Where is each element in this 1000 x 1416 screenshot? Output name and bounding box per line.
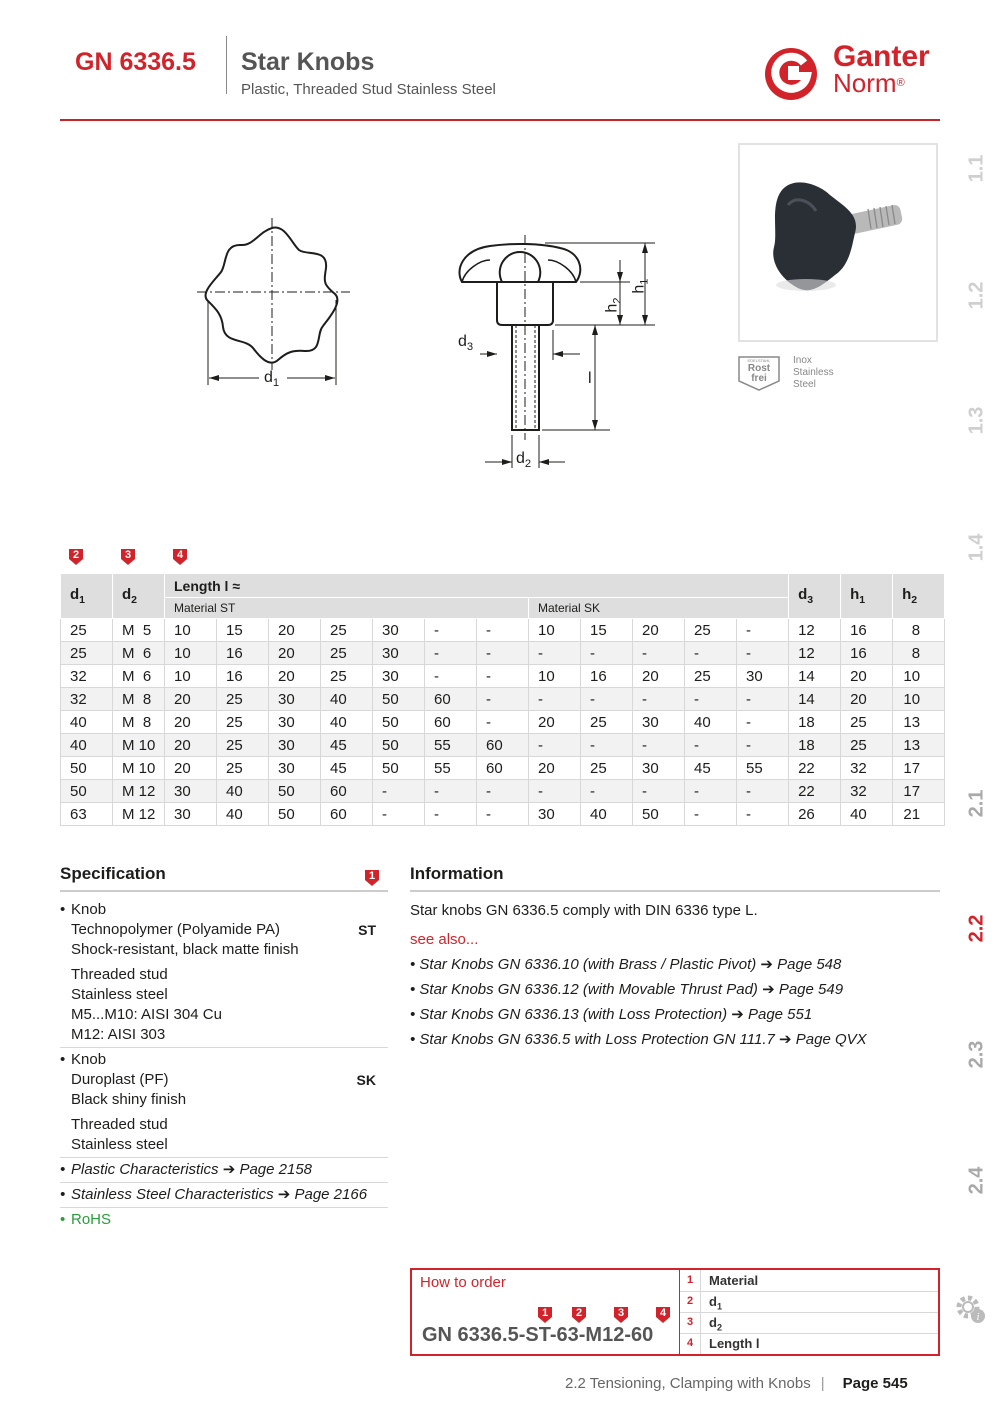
spec-item-st: • ST Knob Technopolymer (Polyamide PA) Shock-resistant, black matte finish Threaded stud Stainless steel M5...M10: AISI 304 Cu M12: AISI 303 [60,898,388,1048]
badge-line1: Rost [747,363,771,374]
table-cell: 40 [685,711,737,734]
dim-h1-label: $h_1$ [630,278,651,294]
table-cell: 25 [217,757,269,780]
badge-top-text: EDELSTAHL [747,358,771,363]
table-cell: 20 [269,642,321,665]
info-link-1[interactable]: • Star Knobs GN 6336.10 (with Brass / Plastic Pivot) ➔ Page 548 [410,956,842,973]
table-cell: 50 [61,757,113,780]
table-cell: 25 [321,642,373,665]
table-cell: 60 [321,803,373,826]
info-link-4[interactable]: • Star Knobs GN 6336.5 with Loss Protection GN 111.7 ➔ Page QVX [410,1031,867,1048]
table-cell: 40 [581,803,633,826]
page-number: Page 545 [842,1375,908,1392]
product-photo [738,143,938,342]
table-cell: - [425,665,477,688]
table-cell: - [477,619,529,642]
information-title: Information [410,864,504,883]
table-cell: 30 [633,711,685,734]
table-cell: - [633,780,685,803]
order-marker-3: 3 [613,1306,629,1324]
inox-note: Inox Stainless Steel [793,355,834,390]
table-cell: 60 [477,757,529,780]
order-legend-1: 1 Material [680,1270,938,1292]
table-cell: - [373,803,425,826]
table-cell: 60 [425,688,477,711]
table-cell: - [737,803,789,826]
table-row [61,711,945,734]
table-cell: 12 [789,642,841,665]
spec-code-sk: SK [356,1072,376,1088]
table-cell: 30 [269,757,321,780]
table-cell: 10 [529,619,581,642]
table-cell: 20 [165,688,217,711]
table-cell: - [373,780,425,803]
table-cell: 40 [321,688,373,711]
table-cell: 22 [789,757,841,780]
table-cell: M 12 [113,803,165,826]
table-row [61,642,945,665]
header-divider [226,36,227,94]
table-cell: - [477,642,529,665]
table-row [61,688,945,711]
table-cell: 10 [893,665,945,688]
table-cell: 20 [841,688,893,711]
spec-link-stainless[interactable]: • Stainless Steel Characteristics ➔ Page 2166 [60,1183,388,1208]
marker-1-badge: 1 [364,869,380,887]
table-cell: 25 [581,711,633,734]
table-cell: - [737,711,789,734]
order-title: How to order [420,1274,506,1291]
table-cell: 25 [321,619,373,642]
table-cell: 25 [841,734,893,757]
table-cell: 20 [269,665,321,688]
table-cell: - [425,803,477,826]
table-cell: 22 [789,780,841,803]
table-cell: 25 [217,688,269,711]
table-cell: 10 [529,665,581,688]
table-cell: M 12 [113,780,165,803]
table-cell: 30 [165,780,217,803]
side-tab-1-1[interactable]: 1.1 [965,154,988,182]
side-tab-1-3[interactable]: 1.3 [965,406,988,434]
product-code: GN 6336.5 [75,48,196,76]
table-cell: 45 [685,757,737,780]
registered-mark: ® [896,77,905,89]
table-cell: 10 [165,642,217,665]
table-row [61,734,945,757]
dim-d2-label: $d_2$ [516,450,532,471]
specification-title: Specification [60,864,166,883]
table-cell: 40 [61,711,113,734]
table-cell: 55 [737,757,789,780]
table-cell: - [633,688,685,711]
table-row [61,665,945,688]
table-cell: - [737,780,789,803]
ganter-logo-icon [762,45,820,103]
page-footer [565,1375,908,1392]
table-cell: 26 [789,803,841,826]
badge-line2: frei [751,373,767,384]
table-cell: 16 [217,665,269,688]
table-cell: - [737,734,789,757]
table-cell: - [737,688,789,711]
table-cell: 30 [269,688,321,711]
side-tab-2-4[interactable]: 2.4 [965,1166,988,1194]
specification-list [60,898,388,1232]
table-cell: 25 [581,757,633,780]
table-cell: 25 [61,619,113,642]
table-cell: - [425,642,477,665]
order-legend-3: 3 $d_2$ [680,1312,938,1334]
side-tab-1-4[interactable]: 1.4 [965,533,988,561]
table-body [61,619,945,826]
table-cell: 32 [61,688,113,711]
table-cell: - [529,734,581,757]
table-cell: 25 [685,665,737,688]
table-cell: - [685,803,737,826]
table-cell: M 6 [113,665,165,688]
table-cell: 17 [893,757,945,780]
header-material-st: Material ST [165,598,529,619]
table-cell: 32 [841,780,893,803]
footer-separator: | [820,1375,825,1392]
order-legend-4: 4 Length l [680,1333,938,1354]
order-marker-1: 1 [537,1306,553,1324]
order-marker-4: 4 [655,1306,671,1324]
table-cell: 12 [789,619,841,642]
table-cell: 18 [789,711,841,734]
table-cell: 50 [269,803,321,826]
table-cell: 30 [373,619,425,642]
table-cell: 25 [685,619,737,642]
table-cell: 40 [841,803,893,826]
table-cell: 17 [893,780,945,803]
table-cell: 55 [425,757,477,780]
logo-wordmark [833,40,930,98]
table-cell: 50 [269,780,321,803]
marker-4-badge: 4 [172,548,188,566]
table-cell: 16 [581,665,633,688]
table-cell: 20 [269,619,321,642]
table-cell: 13 [893,711,945,734]
table-cell: M 5 [113,619,165,642]
table-cell: 15 [217,619,269,642]
table-cell: - [633,734,685,757]
table-row [61,803,945,826]
table-cell: 25 [61,642,113,665]
table-cell: 40 [217,780,269,803]
table-cell: 16 [841,642,893,665]
table-cell: 40 [61,734,113,757]
table-cell: - [477,711,529,734]
star-knob-side-view-drawing [440,230,670,475]
header-d2: $d_2$ [113,574,165,619]
header-material-sk: Material SK [529,598,789,619]
table-cell: 25 [217,711,269,734]
table-cell: 55 [425,734,477,757]
header-d3: $d_3$ [789,574,841,619]
table-cell: - [529,780,581,803]
table-cell: 50 [633,803,685,826]
table-cell: 20 [165,711,217,734]
table-cell: 50 [373,688,425,711]
dim-d3-label: $d_3$ [458,333,474,354]
table-cell: 30 [529,803,581,826]
table-cell: - [685,642,737,665]
table-cell: 40 [217,803,269,826]
table-cell: 18 [789,734,841,757]
information-rule [410,890,940,892]
table-cell: 60 [321,780,373,803]
table-cell: 14 [789,665,841,688]
table-cell: 15 [581,619,633,642]
table-cell: 20 [165,757,217,780]
table-cell: - [581,780,633,803]
table-cell: 20 [165,734,217,757]
table-cell: - [685,734,737,757]
table-cell: 20 [633,619,685,642]
header-h2: $h_2$ [893,574,945,619]
table-cell: - [685,688,737,711]
table-cell: - [633,642,685,665]
table-cell: - [477,780,529,803]
table-cell: 50 [373,711,425,734]
star-knob-photo-icon [740,145,936,340]
spec-rohs: • RoHS [60,1211,112,1228]
table-cell: - [425,619,477,642]
table-cell: 14 [789,688,841,711]
table-cell: - [737,642,789,665]
table-cell: - [529,688,581,711]
table-cell: 30 [737,665,789,688]
table-cell: 30 [373,665,425,688]
gear-info-icon[interactable] [953,1292,987,1326]
header-d1: $d_1$ [61,574,113,619]
table-cell: 30 [633,757,685,780]
spec-link-plastic[interactable]: • Plastic Characteristics ➔ Page 2158 [60,1158,388,1183]
svg-text:i: i [976,1312,980,1323]
table-cell: 8 [893,619,945,642]
table-row [61,780,945,803]
table-cell: 10 [165,665,217,688]
spec-item-sk: • SK Knob Duroplast (PF) Black shiny finish Threaded stud Stainless steel [60,1048,388,1158]
table-cell: 63 [61,803,113,826]
information-body [410,898,940,1052]
table-cell: 60 [477,734,529,757]
table-cell: 13 [893,734,945,757]
table-cell: - [425,780,477,803]
table-cell: 45 [321,757,373,780]
table-cell: 20 [841,665,893,688]
table-cell: 20 [529,757,581,780]
order-marker-2: 2 [571,1306,587,1324]
header-rule [60,119,940,121]
table-cell: M 8 [113,711,165,734]
dimensions-table [60,573,945,826]
table-cell: - [477,688,529,711]
marker-2-badge: 2 [68,548,84,566]
logo-line2: Norm [833,68,897,98]
header-h1: $h_1$ [841,574,893,619]
stainless-badge-icon [737,355,781,392]
table-cell: 45 [321,734,373,757]
table-cell: 25 [217,734,269,757]
table-cell: - [529,642,581,665]
table-cell: 32 [61,665,113,688]
table-cell: - [477,803,529,826]
side-tab-2-3[interactable]: 2.3 [965,1040,988,1068]
table-cell: M 8 [113,688,165,711]
side-tab-2-1[interactable]: 2.1 [965,789,988,817]
table-cell: - [581,734,633,757]
spec-code-st: ST [358,922,376,938]
table-cell: 60 [425,711,477,734]
table-row [61,757,945,780]
table-cell: 40 [321,711,373,734]
table-cell: 10 [165,619,217,642]
information-text: Star knobs GN 6336.5 comply with DIN 6336 type L. [410,902,758,919]
table-cell: 8 [893,642,945,665]
logo-line1: Ganter [833,40,930,73]
page-subtitle: Plastic, Threaded Stud Stainless Steel [241,81,496,98]
specification-rule [60,890,388,892]
table-cell: 25 [321,665,373,688]
table-cell: M 10 [113,734,165,757]
info-link-3[interactable]: • Star Knobs GN 6336.13 (with Loss Protection) ➔ Page 551 [410,1006,813,1023]
table-cell: - [477,665,529,688]
table-cell: 50 [373,757,425,780]
table-cell: 16 [841,619,893,642]
table-cell: - [581,688,633,711]
side-tab-2-2[interactable]: 2.2 [965,914,988,942]
table-cell: 10 [893,688,945,711]
table-cell: 16 [217,642,269,665]
table-cell: 50 [61,780,113,803]
table-cell: 30 [269,734,321,757]
table-cell: M 6 [113,642,165,665]
see-also-label: see also... [410,931,479,948]
table-cell: 20 [529,711,581,734]
header-length: Length l ≈ [165,574,789,598]
table-cell: 20 [633,665,685,688]
table-cell: 30 [269,711,321,734]
page-title: Star Knobs [241,48,375,76]
table-cell: 21 [893,803,945,826]
star-knob-top-view-drawing [195,210,355,395]
footer-section: 2.2 Tensioning, Clamping with Knobs [565,1375,811,1392]
dim-d1-label: $d_1$ [264,369,280,390]
side-tab-1-2[interactable]: 1.2 [965,281,988,309]
table-cell: 25 [841,711,893,734]
info-link-2[interactable]: • Star Knobs GN 6336.12 (with Movable Thrust Pad) ➔ Page 549 [410,981,844,998]
order-code: GN 6336.5-ST-63-M12-60 [422,1324,654,1346]
dim-h2-label: $h_2$ [603,297,624,313]
table-cell: - [581,642,633,665]
marker-3-badge: 3 [120,548,136,566]
table-cell: - [737,619,789,642]
dim-l-label: l [588,370,592,387]
table-cell: 32 [841,757,893,780]
table-cell: 50 [373,734,425,757]
table-cell: - [685,780,737,803]
order-legend-2: 2 $d_1$ [680,1291,938,1313]
table-cell: 30 [373,642,425,665]
table-row [61,619,945,642]
table-cell: M 10 [113,757,165,780]
table-cell: 30 [165,803,217,826]
